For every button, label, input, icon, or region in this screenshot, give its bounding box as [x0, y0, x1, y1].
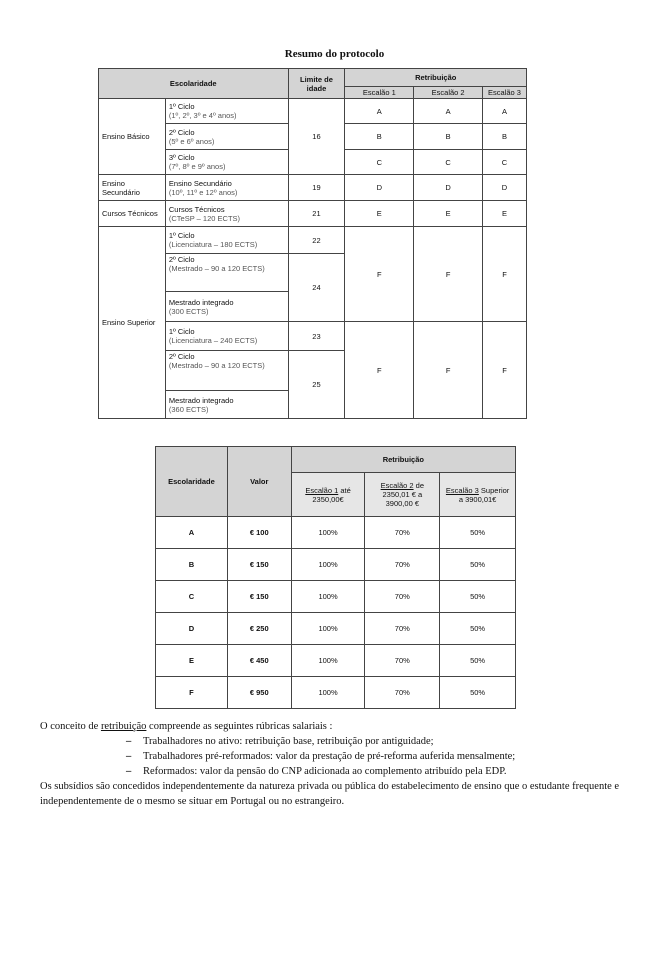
table-row: Mestrado integrado (360 ECTS) [165, 391, 288, 419]
cell-e3: 50% [440, 517, 516, 549]
level-cell: E [345, 201, 414, 227]
header-escolaridade: Escolaridade [156, 447, 228, 517]
table-row: 1º Ciclo (Licenciatura – 240 ECTS) [165, 322, 288, 351]
cell-value: € 100 [227, 517, 291, 549]
header-valor: Valor [227, 447, 291, 517]
table-row [156, 645, 516, 677]
table-row [156, 677, 516, 709]
table-row: Ensino Secundário (10º, 11º e 12º anos) [165, 175, 288, 201]
age-superior-2b: 25 [288, 351, 345, 419]
level-cell: B [414, 124, 483, 150]
header-retribuicao: Retribuição [291, 447, 515, 473]
cell-value: € 150 [227, 549, 291, 581]
cell-level: E [156, 645, 228, 677]
cell-e3: 50% [440, 581, 516, 613]
list-item: – Trabalhadores no ativo: retribuição base, retribuição por antiguidade; [126, 736, 434, 747]
protocol-summary-table [98, 68, 527, 419]
remuneration-table [155, 446, 516, 709]
cell-e2: 70% [365, 549, 440, 581]
group-cursos-tecnicos: Cursos Técnicos [99, 201, 166, 227]
level-cell: C [345, 150, 414, 175]
cell-value: € 950 [227, 677, 291, 709]
cell-level: B [156, 549, 228, 581]
level-cell: E [483, 201, 527, 227]
intro-paragraph: O conceito de retribuição compreende as seguintes rúbricas salariais : [40, 721, 333, 732]
cell-e1: 100% [291, 581, 365, 613]
age-superior-2a: 24 [288, 254, 345, 322]
cell-e1: 100% [291, 613, 365, 645]
header-escalao-2: Escalão 2 [414, 87, 483, 99]
level-cell: A [483, 99, 527, 124]
table-row: 1º Ciclo (1º, 2º, 3º e 4º anos) [165, 99, 288, 124]
level-cell: F [345, 227, 414, 322]
level-cell: F [345, 322, 414, 419]
table-row: 2º Ciclo (Mestrado – 90 a 120 ECTS) [165, 351, 288, 391]
cell-e3: 50% [440, 549, 516, 581]
table-row [156, 549, 516, 581]
cell-level: F [156, 677, 228, 709]
level-cell: F [483, 227, 527, 322]
cell-e3: 50% [440, 677, 516, 709]
table-row: Mestrado integrado (300 ECTS) [165, 292, 288, 322]
table-row [156, 581, 516, 613]
cell-e3: 50% [440, 645, 516, 677]
list-item: – Trabalhadores pré-reformados: valor da prestação de pré-reforma auferida mensalmente; [126, 751, 516, 762]
cell-level: C [156, 581, 228, 613]
cell-e1: 100% [291, 517, 365, 549]
table-row: 3º Ciclo (7º, 8º e 9º anos) [165, 150, 288, 175]
group-ensino-secundario: Ensino Secundário [99, 175, 166, 201]
level-cell: F [414, 322, 483, 419]
table-row: 1º Ciclo (Licenciatura – 180 ECTS) [165, 227, 288, 254]
age-superior-1a: 22 [288, 227, 345, 254]
header-escalao-3: Escalão 3 Superior a 3900,01€ [440, 473, 516, 517]
cell-e2: 70% [365, 581, 440, 613]
header-retribuicao: Retribuição [345, 69, 527, 87]
level-cell: B [345, 124, 414, 150]
level-cell: A [414, 99, 483, 124]
group-ensino-basico: Ensino Básico [99, 99, 166, 175]
table-row: 2º Ciclo (5º e 6º anos) [165, 124, 288, 150]
level-cell: C [483, 150, 527, 175]
cell-level: A [156, 517, 228, 549]
group-ensino-superior: Ensino Superior [99, 227, 166, 419]
cell-value: € 250 [227, 613, 291, 645]
closing-paragraph: Os subsídios são concedidos independentemente da natureza privada ou pública do estabelecimento de ensino que o estudante frequente e independentemente de o mesmo se situar em Portugal ou no estrangeiro. [40, 781, 620, 807]
age-tecnicos: 21 [288, 201, 345, 227]
level-cell: B [483, 124, 527, 150]
cell-e3: 50% [440, 613, 516, 645]
level-cell: F [414, 227, 483, 322]
age-secundario: 19 [288, 175, 345, 201]
bullet-list [40, 734, 640, 779]
table-row [156, 613, 516, 645]
cell-e2: 70% [365, 517, 440, 549]
age-basico: 16 [288, 99, 345, 175]
table-row: 2º Ciclo (Mestrado – 90 a 120 ECTS) [165, 254, 288, 292]
header-escalao-2: Escalão 2 de 2350,01 € a 3900,00 € [365, 473, 440, 517]
cell-e2: 70% [365, 677, 440, 709]
list-item: – Reformados: valor da pensão do CNP adicionada ao complemento atribuído pela EDP. [126, 766, 507, 777]
header-escalao-1: Escalão 1 [345, 87, 414, 99]
cell-e2: 70% [365, 613, 440, 645]
table-row: Cursos Técnicos (CTeSP – 120 ECTS) [165, 201, 288, 227]
level-cell: D [483, 175, 527, 201]
table-row [156, 517, 516, 549]
header-escalao-1: Escalão 1 até 2350,00€ [291, 473, 365, 517]
cell-value: € 150 [227, 581, 291, 613]
level-cell: C [414, 150, 483, 175]
cell-e1: 100% [291, 549, 365, 581]
level-cell: D [414, 175, 483, 201]
level-cell: A [345, 99, 414, 124]
cell-e1: 100% [291, 645, 365, 677]
cell-e1: 100% [291, 677, 365, 709]
level-cell: D [345, 175, 414, 201]
cell-level: D [156, 613, 228, 645]
cell-value: € 450 [227, 645, 291, 677]
header-limite-idade: Limite de idade [288, 69, 345, 99]
header-escalao-3: Escalão 3 [483, 87, 527, 99]
level-cell: E [414, 201, 483, 227]
body-text [40, 719, 640, 809]
level-cell: F [483, 322, 527, 419]
header-escolaridade: Escolaridade [99, 69, 289, 99]
cell-e2: 70% [365, 645, 440, 677]
age-superior-1b: 23 [288, 322, 345, 351]
page-title: Resumo do protocolo [284, 48, 385, 60]
